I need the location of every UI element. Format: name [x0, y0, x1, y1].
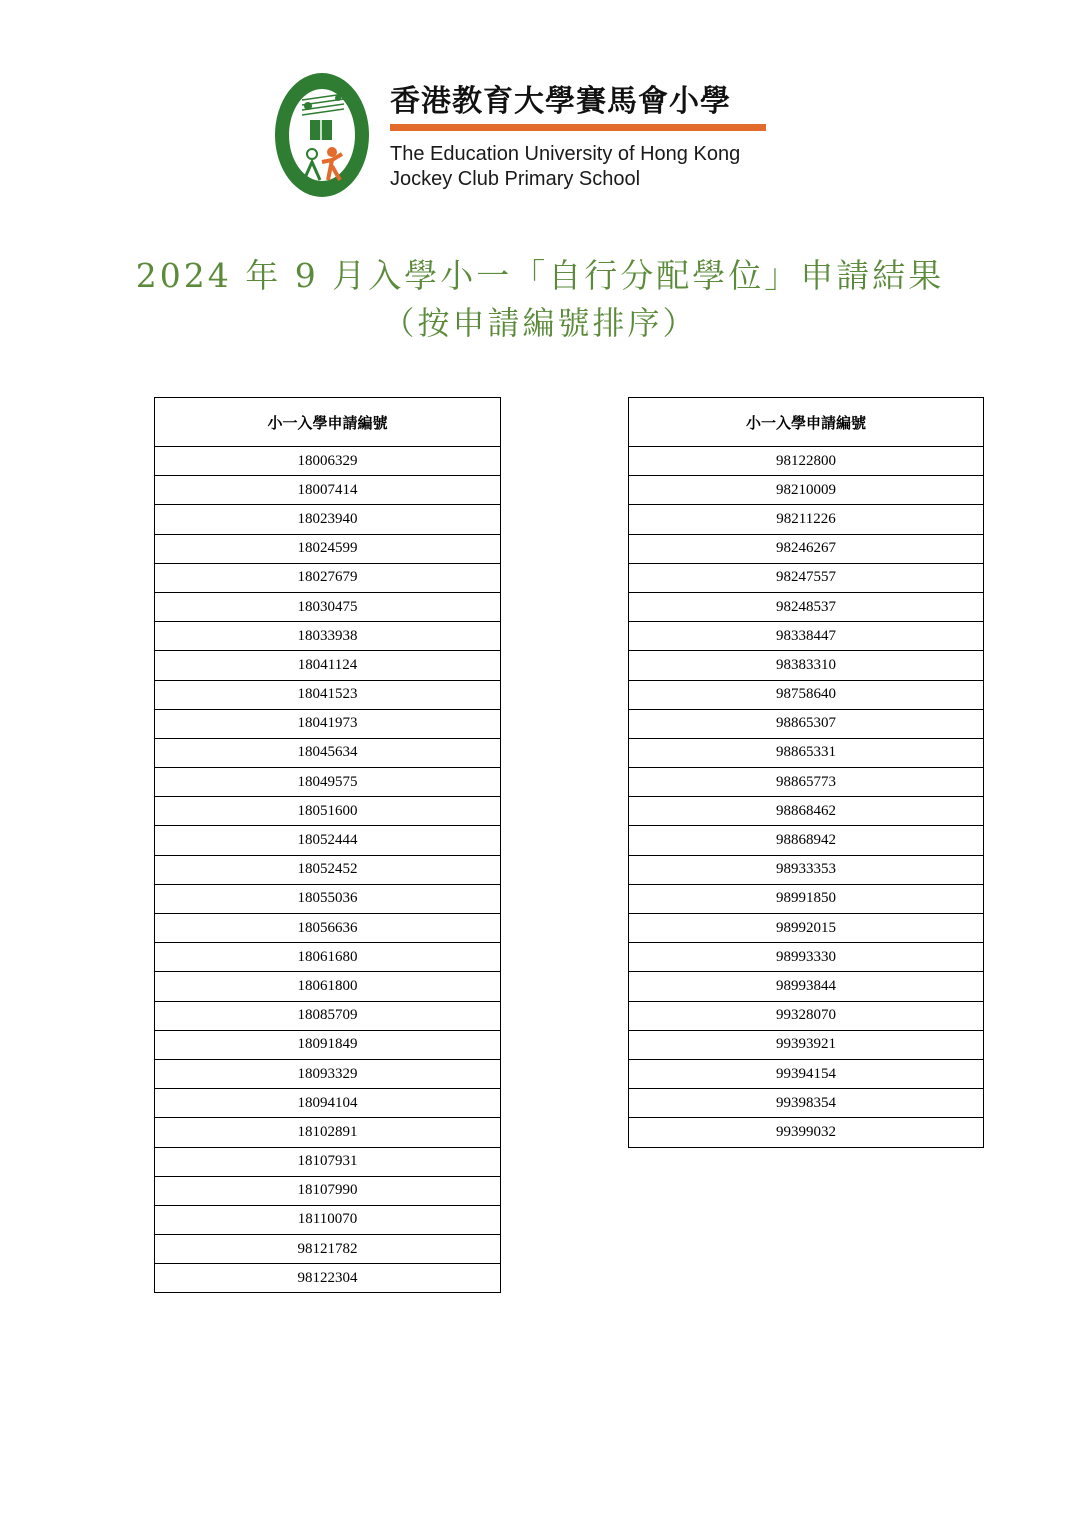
application-number-cell: 18102891	[155, 1118, 501, 1147]
application-number-cell: 98993330	[629, 943, 984, 972]
header-divider	[390, 124, 766, 131]
table-row	[629, 447, 984, 476]
table-row	[629, 563, 984, 592]
application-number-cell: 18061800	[155, 972, 501, 1001]
table-row	[155, 505, 501, 534]
application-number-cell: 98865307	[629, 709, 984, 738]
table-row	[155, 1001, 501, 1030]
application-number-cell: 18041973	[155, 709, 501, 738]
table-row	[155, 592, 501, 621]
application-number-cell: 98992015	[629, 914, 984, 943]
table-row	[629, 943, 984, 972]
table-row	[629, 622, 984, 651]
column-header: 小一入學申請編號	[629, 398, 984, 447]
application-number-cell: 99394154	[629, 1059, 984, 1088]
table-row	[155, 651, 501, 680]
table-row	[629, 768, 984, 797]
application-number-cell: 98248537	[629, 592, 984, 621]
application-number-cell: 18007414	[155, 476, 501, 505]
school-name-zh: 香港教育大學賽馬會小學	[390, 84, 731, 119]
application-number-cell: 18091849	[155, 1030, 501, 1059]
table-row	[155, 943, 501, 972]
table-row	[155, 855, 501, 884]
application-number-cell: 98758640	[629, 680, 984, 709]
application-number-cell: 98121782	[155, 1235, 501, 1264]
application-number-cell: 18051600	[155, 797, 501, 826]
table-row	[629, 884, 984, 913]
table-header-row	[155, 398, 501, 447]
application-number-cell: 98993844	[629, 972, 984, 1001]
school-header	[262, 64, 794, 206]
table-row	[629, 914, 984, 943]
page-subtitle: （按申請編號排序）	[382, 304, 698, 342]
table-row	[155, 1118, 501, 1147]
application-number-cell: 18107990	[155, 1176, 501, 1205]
application-number-cell: 18041523	[155, 680, 501, 709]
school-name-en-line2: Jockey Club Primary School	[390, 168, 641, 190]
table-row	[155, 797, 501, 826]
table-row	[629, 738, 984, 767]
table-row	[155, 1176, 501, 1205]
table-row	[155, 972, 501, 1001]
application-number-cell: 18061680	[155, 943, 501, 972]
application-number-cell: 98383310	[629, 651, 984, 680]
table-row	[155, 1264, 501, 1293]
table-row	[155, 1147, 501, 1176]
application-number-cell: 98247557	[629, 563, 984, 592]
table-row	[155, 914, 501, 943]
table-row	[629, 709, 984, 738]
table-row	[155, 1089, 501, 1118]
application-number-cell: 18049575	[155, 768, 501, 797]
table-row	[155, 1059, 501, 1088]
table-row	[629, 1118, 984, 1147]
table-row	[155, 680, 501, 709]
page-title: 2024 年 9 月入學小一「自行分配學位」申請結果	[135, 256, 945, 295]
table-body	[155, 447, 501, 1293]
application-number-cell: 98868462	[629, 797, 984, 826]
table-row	[629, 855, 984, 884]
table-row	[629, 972, 984, 1001]
application-number-cell: 18006329	[155, 447, 501, 476]
column-header: 小一入學申請編號	[155, 398, 501, 447]
application-number-cell: 18023940	[155, 505, 501, 534]
application-number-cell: 99328070	[629, 1001, 984, 1030]
application-number-cell: 18056636	[155, 914, 501, 943]
table-row	[155, 622, 501, 651]
table-row	[629, 826, 984, 855]
table-row	[629, 476, 984, 505]
table-header-row	[629, 398, 984, 447]
application-number-cell: 18052452	[155, 855, 501, 884]
application-number-cell: 18052444	[155, 826, 501, 855]
application-number-cell: 18094104	[155, 1089, 501, 1118]
table-row	[629, 1030, 984, 1059]
application-number-cell: 98122304	[155, 1264, 501, 1293]
table-body	[629, 447, 984, 1148]
table-row	[155, 447, 501, 476]
application-number-cell: 18110070	[155, 1205, 501, 1234]
table-row	[155, 768, 501, 797]
table-row	[629, 1089, 984, 1118]
application-number-cell: 98865773	[629, 768, 984, 797]
table-row	[629, 797, 984, 826]
application-number-cell: 18024599	[155, 534, 501, 563]
application-number-cell: 98868942	[629, 826, 984, 855]
application-number-cell: 18093329	[155, 1059, 501, 1088]
application-number-cell: 98246267	[629, 534, 984, 563]
table-row	[155, 738, 501, 767]
table-row	[629, 534, 984, 563]
application-number-cell: 98991850	[629, 884, 984, 913]
table-row	[629, 1059, 984, 1088]
application-number-cell: 98211226	[629, 505, 984, 534]
application-number-cell: 98122800	[629, 447, 984, 476]
application-number-cell: 99393921	[629, 1030, 984, 1059]
application-number-cell: 99398354	[629, 1089, 984, 1118]
table-row	[155, 1235, 501, 1264]
application-number-cell: 18041124	[155, 651, 501, 680]
application-number-cell: 18027679	[155, 563, 501, 592]
table-row	[155, 826, 501, 855]
application-number-cell: 98865331	[629, 738, 984, 767]
table-row	[155, 884, 501, 913]
table-row	[155, 1030, 501, 1059]
table-row	[155, 563, 501, 592]
application-number-cell: 18085709	[155, 1001, 501, 1030]
results-table-left	[154, 397, 501, 1293]
table-row	[629, 592, 984, 621]
table-row	[155, 709, 501, 738]
application-number-cell: 98933353	[629, 855, 984, 884]
application-number-cell: 99399032	[629, 1118, 984, 1147]
application-number-cell: 18045634	[155, 738, 501, 767]
application-number-cell: 18055036	[155, 884, 501, 913]
table-row	[155, 476, 501, 505]
table-row	[629, 651, 984, 680]
table-row	[629, 1001, 984, 1030]
application-number-cell: 98210009	[629, 476, 984, 505]
school-crest-logo	[272, 70, 372, 200]
results-table-right	[628, 397, 984, 1148]
application-number-cell: 18033938	[155, 622, 501, 651]
table-row	[629, 680, 984, 709]
school-name-en	[390, 142, 790, 192]
school-name-en-line1: The Education University of Hong Kong	[390, 143, 741, 165]
application-number-cell: 98338447	[629, 622, 984, 651]
table-row	[629, 505, 984, 534]
table-row	[155, 534, 501, 563]
application-number-cell: 18030475	[155, 592, 501, 621]
table-row	[155, 1205, 501, 1234]
application-number-cell: 18107931	[155, 1147, 501, 1176]
